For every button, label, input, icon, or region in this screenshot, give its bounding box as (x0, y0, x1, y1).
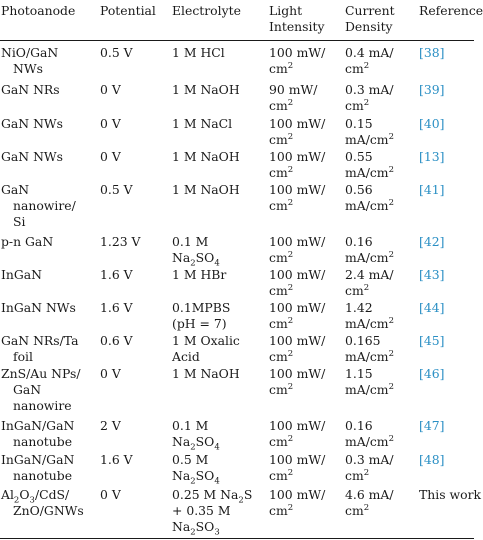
current-density-cell: 0.16 $mA/cm^2$ (345, 234, 394, 265)
current-density-cell: 1.42 $mA/cm^2$ (345, 300, 394, 331)
light-intensity-cell: 100 mW/ $cm^2$ (269, 300, 326, 331)
photoanode-cell: GaN NRs (1, 82, 60, 97)
header-potential: Potential (100, 3, 156, 18)
current-density-cell: 0.3 mA/ $cm^2$ (345, 82, 394, 113)
photoanode-cell: GaN NWs (1, 116, 64, 131)
light-intensity-cell: 100 mW/ $cm^2$ (269, 45, 326, 76)
reference-link[interactable]: [48] (419, 452, 445, 467)
potential-cell: 0.5 V (100, 45, 133, 60)
potential-cell: 0 V (100, 149, 121, 164)
photoanode-cell: $Al_2O_3/CdS/$ ZnO/GNWs (1, 487, 84, 518)
reference-link[interactable]: [39] (419, 82, 445, 97)
reference-link[interactable]: [13] (419, 149, 445, 164)
header-rule (0, 40, 474, 41)
light-intensity-cell: 100 mW/ $cm^2$ (269, 418, 326, 449)
current-density-cell: 0.56 $mA/cm^2$ (345, 182, 394, 213)
potential-cell: 0 V (100, 366, 121, 381)
electrolyte-cell: 1 M HBr (172, 267, 227, 282)
header-electrolyte: Electrolyte (172, 3, 241, 18)
potential-cell: 1.6 V (100, 300, 133, 315)
reference-link[interactable]: [41] (419, 182, 445, 197)
reference-this-work: This work (419, 487, 482, 502)
reference-link[interactable]: [43] (419, 267, 445, 282)
reference-link[interactable]: [40] (419, 116, 445, 131)
reference-link[interactable]: [42] (419, 234, 445, 249)
current-density-cell: 0.16 $mA/cm^2$ (345, 418, 394, 449)
reference-link[interactable]: [46] (419, 366, 445, 381)
reference-link[interactable]: [44] (419, 300, 445, 315)
light-intensity-cell: 100 mW/ $cm^2$ (269, 149, 326, 180)
light-intensity-cell: 100 mW/ $cm^2$ (269, 333, 326, 364)
photoanode-cell: p-n GaN (1, 234, 54, 249)
light-intensity-cell: 100 mW/ $cm^2$ (269, 116, 326, 147)
current-density-cell: 0.3 mA/ $cm^2$ (345, 452, 394, 483)
electrolyte-cell: 1 M NaCl (172, 116, 233, 131)
current-density-cell: 0.15 $mA/cm^2$ (345, 116, 394, 147)
potential-cell: 0.5 V (100, 182, 133, 197)
light-intensity-cell: 100 mW/ $cm^2$ (269, 234, 326, 265)
electrolyte-cell: 1 M NaOH (172, 149, 240, 164)
current-density-cell: 2.4 mA/ $cm^2$ (345, 267, 394, 298)
electrolyte-cell: 0.1 M $Na_2SO_4$ (172, 418, 220, 453)
photoanode-cell: InGaN NWs (1, 300, 76, 315)
electrolyte-cell: 1 M NaOH (172, 82, 240, 97)
photoanode-cell: InGaN/GaN nanotube (1, 452, 75, 483)
photoanode-cell: ZnS/Au NPs/ GaN nanowire (1, 366, 81, 413)
potential-cell: 2 V (100, 418, 121, 433)
light-intensity-cell: 90 mW/ $cm^2$ (269, 82, 318, 113)
reference-link[interactable]: [45] (419, 333, 445, 348)
electrolyte-cell: 1 M NaOH (172, 366, 240, 381)
light-intensity-cell: 100 mW/ $cm^2$ (269, 267, 326, 298)
electrolyte-cell: 0.1MPBS (pH = 7) (172, 300, 231, 331)
photoanode-cell: GaN nanowire/ Si (1, 182, 76, 229)
current-density-cell: 0.165 $mA/cm^2$ (345, 333, 394, 364)
potential-cell: 1.6 V (100, 267, 133, 282)
potential-cell: 0 V (100, 116, 121, 131)
electrolyte-cell: 0.1 M $Na_2SO_4$ (172, 234, 220, 269)
current-density-cell: 0.55 $mA/cm^2$ (345, 149, 394, 180)
current-density-cell: 4.6 mA/ $cm^2$ (345, 487, 394, 518)
bottom-rule (0, 538, 474, 539)
photoanode-cell: NiO/GaN NWs (1, 45, 59, 76)
light-intensity-cell: 100 mW/ $cm^2$ (269, 452, 326, 483)
header-light-intensity: Light Intensity (269, 3, 325, 34)
light-intensity-cell: 100 mW/ $cm^2$ (269, 182, 326, 213)
current-density-cell: 1.15 $mA/cm^2$ (345, 366, 394, 397)
electrolyte-cell: 1 M Oxalic Acid (172, 333, 240, 364)
header-photoanode: Photoanode (1, 3, 76, 18)
electrolyte-cell: 1 M NaOH (172, 182, 240, 197)
electrolyte-cell: 0.25 M $Na_2S$ + 0.35 M $Na_2SO_3$ (172, 487, 253, 538)
potential-cell: 1.23 V (100, 234, 141, 249)
header-current-density: Current Density (345, 3, 395, 34)
potential-cell: 1.6 V (100, 452, 133, 467)
current-density-cell: 0.4 mA/ $cm^2$ (345, 45, 394, 76)
light-intensity-cell: 100 mW/ $cm^2$ (269, 487, 326, 518)
potential-cell: 0 V (100, 487, 121, 502)
electrolyte-cell: 0.5 M $Na_2SO_4$ (172, 452, 220, 487)
reference-link[interactable]: [47] (419, 418, 445, 433)
potential-cell: 0 V (100, 82, 121, 97)
light-intensity-cell: 100 mW/ $cm^2$ (269, 366, 326, 397)
photoanode-cell: GaN NRs/Ta foil (1, 333, 79, 364)
photoanode-cell: InGaN (1, 267, 43, 282)
reference-link[interactable]: [38] (419, 45, 445, 60)
header-reference: Reference (419, 3, 483, 18)
photoanode-cell: InGaN/GaN nanotube (1, 418, 75, 449)
photoanode-cell: GaN NWs (1, 149, 64, 164)
electrolyte-cell: 1 M HCl (172, 45, 225, 60)
potential-cell: 0.6 V (100, 333, 133, 348)
